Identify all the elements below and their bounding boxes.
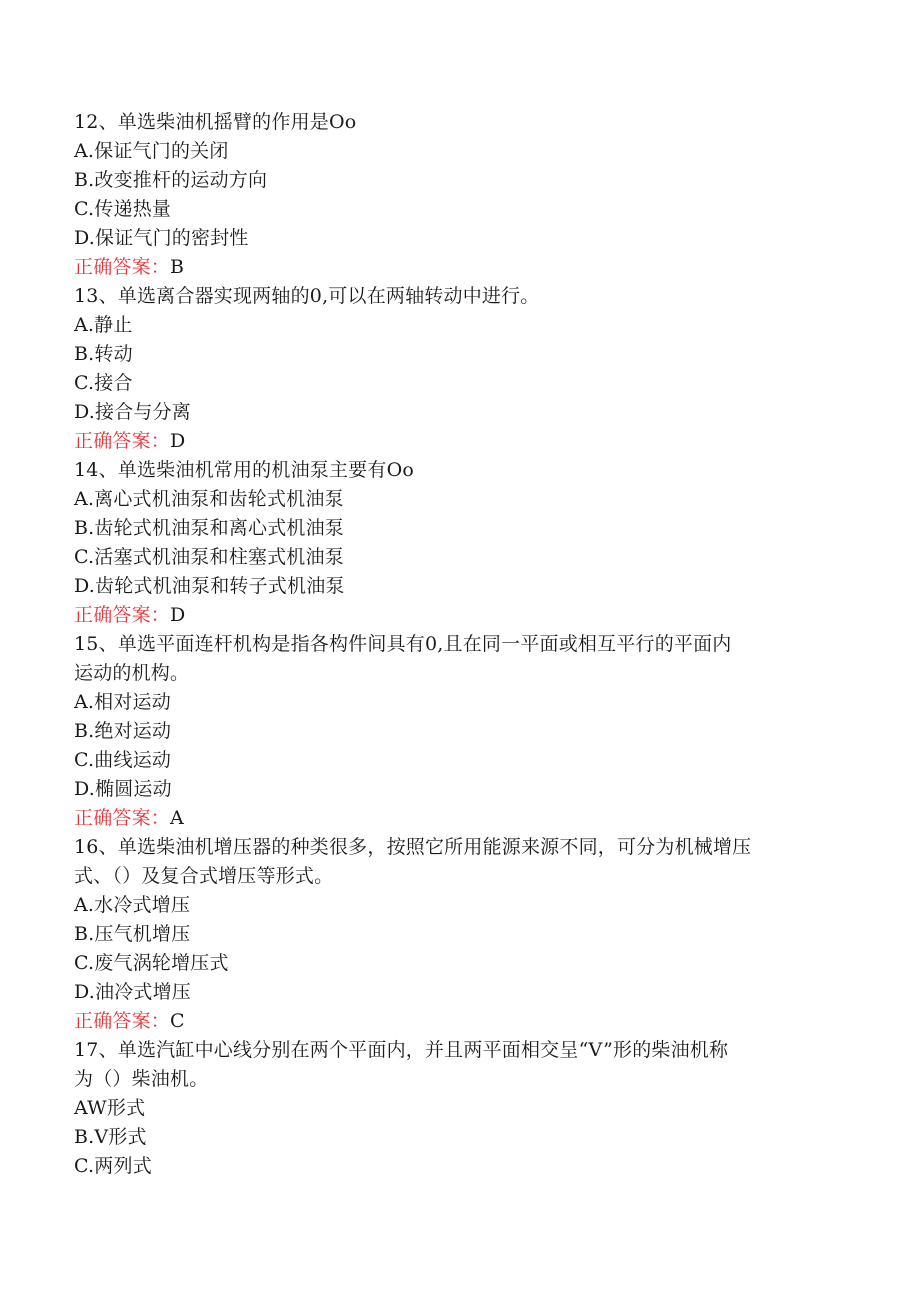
option-c: C.废气涡轮增压式 xyxy=(74,952,229,974)
question-stem-line-1: 17、单选汽缸中心线分别在两个平面内，并且两平面相交呈“V”形的柴油机称 xyxy=(74,1039,729,1061)
answer-label: 正确答案： xyxy=(74,807,171,829)
option-d: D.油冷式增压 xyxy=(74,981,191,1003)
option-a: A.相对运动 xyxy=(74,691,171,713)
option-c: C.活塞式机油泵和柱塞式机油泵 xyxy=(74,546,344,568)
answer-value: D xyxy=(170,604,186,626)
answer-value: B xyxy=(170,256,185,278)
option-b: B.转动 xyxy=(74,343,133,365)
option-a: A.离心式机油泵和齿轮式机油泵 xyxy=(74,488,344,510)
answer-label: 正确答案： xyxy=(74,604,171,626)
option-d: D.椭圆运动 xyxy=(74,778,172,800)
question-13 xyxy=(74,282,854,456)
answer-line xyxy=(74,804,854,833)
option-b: B.改变推杆的运动方向 xyxy=(74,169,268,191)
answer-value: D xyxy=(170,430,186,452)
answer-value: C xyxy=(170,1010,185,1032)
question-stem-line-2: 式、（）及复合式增压等形式。 xyxy=(74,865,334,887)
option-c: C.接合 xyxy=(74,372,133,394)
question-17 xyxy=(74,1036,854,1181)
question-stem-line-1: 15、单选平面连杆机构是指各构件间具有0,且在同一平面或相互平行的平面内 xyxy=(74,633,732,655)
document-page xyxy=(74,108,854,1181)
question-stem-line-2: 为（）柴油机。 xyxy=(74,1068,209,1090)
question-16 xyxy=(74,833,854,1036)
question-stem: 14、单选柴油机常用的机油泵主要有Oo xyxy=(74,459,414,481)
answer-label: 正确答案： xyxy=(74,1010,171,1032)
answer-line xyxy=(74,1007,854,1036)
question-stem-line-1: 16、单选柴油机增压器的种类很多，按照它所用能源来源不同，可分为机械增压 xyxy=(74,836,752,858)
question-stem: 12、单选柴油机摇臂的作用是Oo xyxy=(74,111,357,133)
option-b: B.绝对运动 xyxy=(74,720,172,742)
question-15 xyxy=(74,630,854,833)
question-stem-line-2: 运动的机构。 xyxy=(74,662,190,684)
option-a: AW形式 xyxy=(74,1097,146,1119)
answer-line xyxy=(74,601,854,630)
option-d: D.保证气门的密封性 xyxy=(74,227,249,249)
answer-line xyxy=(74,253,854,282)
option-b: B.压气机增压 xyxy=(74,923,191,945)
answer-label: 正确答案： xyxy=(74,430,171,452)
option-c: C.两列式 xyxy=(74,1155,152,1177)
option-c: C.曲线运动 xyxy=(74,749,172,771)
option-c: C.传递热量 xyxy=(74,198,172,220)
answer-label: 正确答案： xyxy=(74,256,171,278)
option-a: A.保证气门的关闭 xyxy=(74,140,229,162)
option-a: A.水冷式增压 xyxy=(74,894,191,916)
question-12 xyxy=(74,108,854,282)
answer-value: A xyxy=(170,807,184,829)
question-stem: 13、单选离合器实现两轴的0,可以在两轴转动中进行。 xyxy=(74,285,540,307)
option-b: B.齿轮式机油泵和离心式机油泵 xyxy=(74,517,345,539)
option-d: D.齿轮式机油泵和转子式机油泵 xyxy=(74,575,345,597)
question-14 xyxy=(74,456,854,630)
option-a: A.静止 xyxy=(74,314,133,336)
option-b: B.V形式 xyxy=(74,1126,147,1148)
answer-line xyxy=(74,427,854,456)
option-d: D.接合与分离 xyxy=(74,401,191,423)
